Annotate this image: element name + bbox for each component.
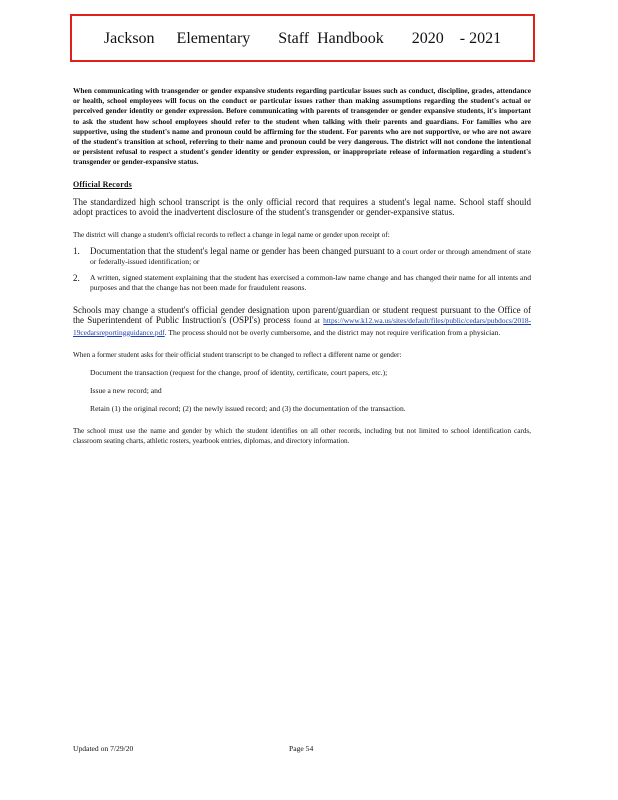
list-item — [73, 273, 531, 293]
list-item-text: court order or through amendment of state or federally-issued identification; or — [90, 246, 531, 266]
intro-paragraph: When communicating with transgender or gender expansive students regarding particular issues such as conduct, discipline, grades, attendance or health, school employees will focus on the conduct or particular issues rather than making assumptions regarding the student's actual or perceived gender identity or gender expression. Before communicating with parents of transgender or gender expansive students, it's important to ask the student how school employees should refer to the student when talking with their parents and guardians. For families who are supportive, using the student's name and pronoun could be affirming for the student. For parents who are not supportive, or who are not aware of the student's transition at school, referring to their name and pronoun could be very dangerous. The district will not condone the intentional or persistent refusal to respect a student's gender identity or gender expression, or inappropriate release of information regarding a student's transgender or gender-expansive status. — [73, 86, 531, 167]
header-school-type: Elementary — [176, 30, 251, 47]
records-paragraph-3-tail: . The process should not be overly cumbersome, and the district may not require verification from a physician. — [164, 327, 501, 337]
bullet-glyph-icon — [73, 386, 90, 396]
page-footer — [73, 744, 373, 753]
records-paragraph-5: The school must use the name and gender by which the student identifies on all other records, including but not limited to school identification cards, classroom seating charts, athletic rosters, yearbook entries, diplomas, and directory information. — [73, 427, 531, 446]
bullet-text: Issue a new record; and — [90, 386, 162, 396]
header-school: Jackson — [103, 30, 155, 47]
bullet-text: Retain (1) the original record; (2) the newly issued record; and (3) the documentation of the transaction. — [90, 404, 406, 414]
list-item — [73, 404, 531, 414]
list-item-number: 1. — [73, 245, 80, 256]
ospi-guidance-link[interactable]: https://www.k12.wa.us/sites/default/files/public/cedars/pubdocs/2018-19cedarsreportingguidance.pdf — [73, 316, 532, 337]
records-paragraph-3-text: Schools may change a student's official gender designation upon parent/guardian or student request pursuant to the Office of the Superintendent of Public Instruction's (OSPI's) process — [73, 304, 531, 326]
list-item-lead: Documentation that the student's legal name or gender has been changed pursuant to a — [90, 245, 401, 256]
bullet-glyph-icon — [73, 404, 90, 414]
header-box — [70, 14, 535, 62]
records-paragraph-3-found: found at — [293, 316, 320, 326]
page-title — [72, 30, 533, 48]
list-item — [73, 386, 531, 396]
records-paragraph-2: The district will change a student's official records to reflect a change in legal name or gender upon receipt of: — [73, 230, 390, 239]
bullet-text: Document the transaction (request for the change, proof of identity, certificate, court papers, etc.); — [90, 368, 388, 378]
list-item-number: 2. — [73, 272, 80, 283]
document-body — [73, 86, 531, 446]
list-item-text: A written, signed statement explaining that the student has exercised a common-law name change and has changed their name for all intents and purposes and that the change has not been made for fraudulent reasons. — [90, 272, 531, 292]
footer-page-number: Page 54 — [289, 744, 314, 753]
section-heading-official-records: Official Records — [73, 179, 132, 189]
list-item — [73, 246, 531, 267]
header-year-start: 2020 — [411, 30, 444, 47]
records-paragraph-1: The standardized high school transcript is the only official record that requires a student's legal name. School staff should adopt practices to avoid the inadvertent disclosure of the student's transgender or gender-expansive status. — [73, 196, 531, 218]
records-paragraph-4: When a former student asks for their official student transcript to be changed to reflect a different name or gender: — [73, 351, 402, 360]
list-item — [73, 368, 531, 378]
footer-updated-date: Updated on 7/29/20 — [73, 744, 134, 753]
bullet-glyph-icon — [73, 368, 90, 378]
header-doc: Staff — [278, 30, 310, 47]
header-doc-type: Handbook — [317, 30, 384, 47]
header-year-end: - 2021 — [459, 30, 502, 47]
records-paragraph-3 — [73, 305, 531, 339]
